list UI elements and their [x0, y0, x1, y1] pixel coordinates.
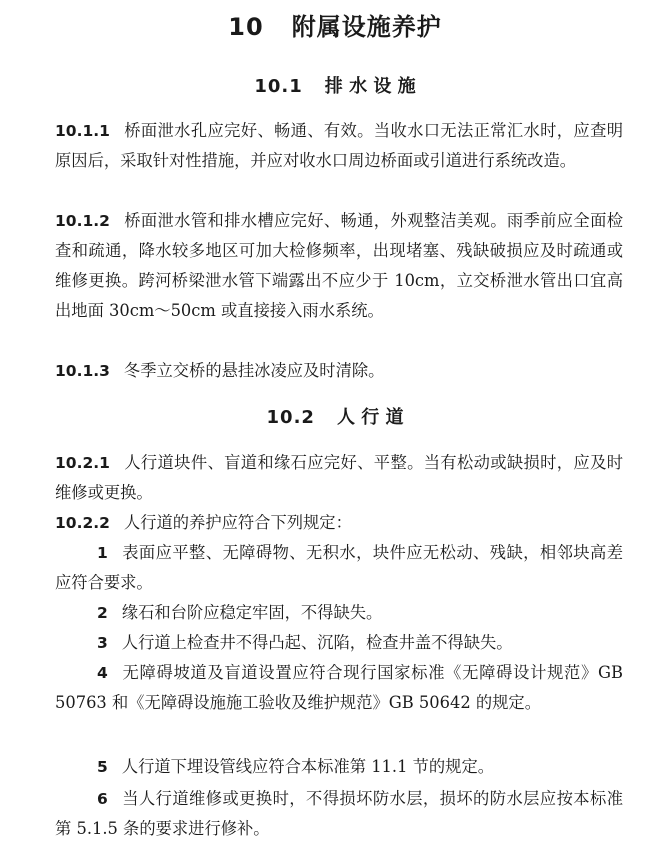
clause-text: 桥面泄水管和排水槽应完好、畅通，外观整洁美观。雨季前应全面检查和疏通，降水较多地区可加大检修频率，出现堵塞、残缺破损应及时疏通或维修更换。跨河桥梁泄水管下端露出不应少于 10cm，立交桥泄水管出口宜高出地面 30cm～50cm 或直接接入雨水系统。 [55, 211, 623, 320]
clause-text: 冬季立交桥的悬挂冰凌应及时清除。 [123, 361, 385, 380]
clause-text: 桥面泄水孔应完好、畅通、有效。当收水口无法正常汇水时，应查明原因后，采取针对性措施，并应对收水口周边桥面或引道进行系统改造。 [55, 121, 623, 170]
section-number: 10.1 [254, 76, 303, 97]
clause-number: 10.1.2 [55, 212, 110, 230]
item-number: 3 [97, 634, 108, 652]
item-number: 5 [97, 758, 108, 776]
chapter-number: 10 [228, 13, 264, 41]
section-title-text: 排 水 设 施 [324, 76, 416, 97]
list-item-2 [55, 598, 623, 628]
clause-10-2-2 [55, 508, 623, 538]
list-item-4 [55, 658, 623, 718]
item-text: 无障碍坡道及盲道设置应符合现行国家标准《无障碍设计规范》GB 50763 和《无障碍设施施工验收及维护规范》GB 50642 的规定。 [55, 663, 623, 712]
section-title-sidewalk [0, 405, 670, 431]
clause-number: 10.1.1 [55, 122, 110, 140]
list-item-3 [55, 628, 623, 658]
clause-10-1-2 [55, 206, 623, 326]
section-number: 10.2 [266, 407, 315, 428]
chapter-title-text: 附属设施养护 [291, 13, 442, 41]
item-number: 2 [97, 604, 108, 622]
item-text: 缘石和台阶应稳定牢固，不得缺失。 [121, 603, 383, 622]
list-item-1 [55, 538, 623, 598]
item-number: 6 [97, 790, 108, 808]
item-number: 1 [97, 544, 108, 562]
item-text: 表面应平整、无障碍物、无积水，块件应无松动、残缺，相邻块高差应符合要求。 [55, 543, 623, 592]
item-text: 当人行道维修或更换时，不得损坏防水层，损坏的防水层应按本标准第 5.1.5 条的要求进行修补。 [55, 789, 623, 838]
item-number: 4 [97, 664, 108, 682]
clause-number: 10.1.3 [55, 362, 110, 380]
list-item-6 [55, 784, 623, 844]
clause-text: 人行道的养护应符合下列规定： [123, 513, 352, 532]
item-text: 人行道上检查井不得凸起、沉陷，检查井盖不得缺失。 [121, 633, 513, 652]
list-item-5 [55, 752, 623, 782]
clause-number: 10.2.1 [55, 454, 110, 472]
clause-10-1-3 [55, 356, 623, 386]
clause-number: 10.2.2 [55, 514, 110, 532]
clause-10-2-1 [55, 448, 623, 508]
chapter-title [0, 10, 670, 44]
clause-text: 人行道块件、盲道和缘石应完好、平整。当有松动或缺损时，应及时维修或更换。 [55, 453, 623, 502]
section-title-text: 人 行 道 [336, 407, 404, 428]
section-title-drainage [0, 74, 670, 100]
item-text: 人行道下埋设管线应符合本标准第 11.1 节的规定。 [121, 757, 495, 776]
clause-10-1-1 [55, 116, 623, 176]
